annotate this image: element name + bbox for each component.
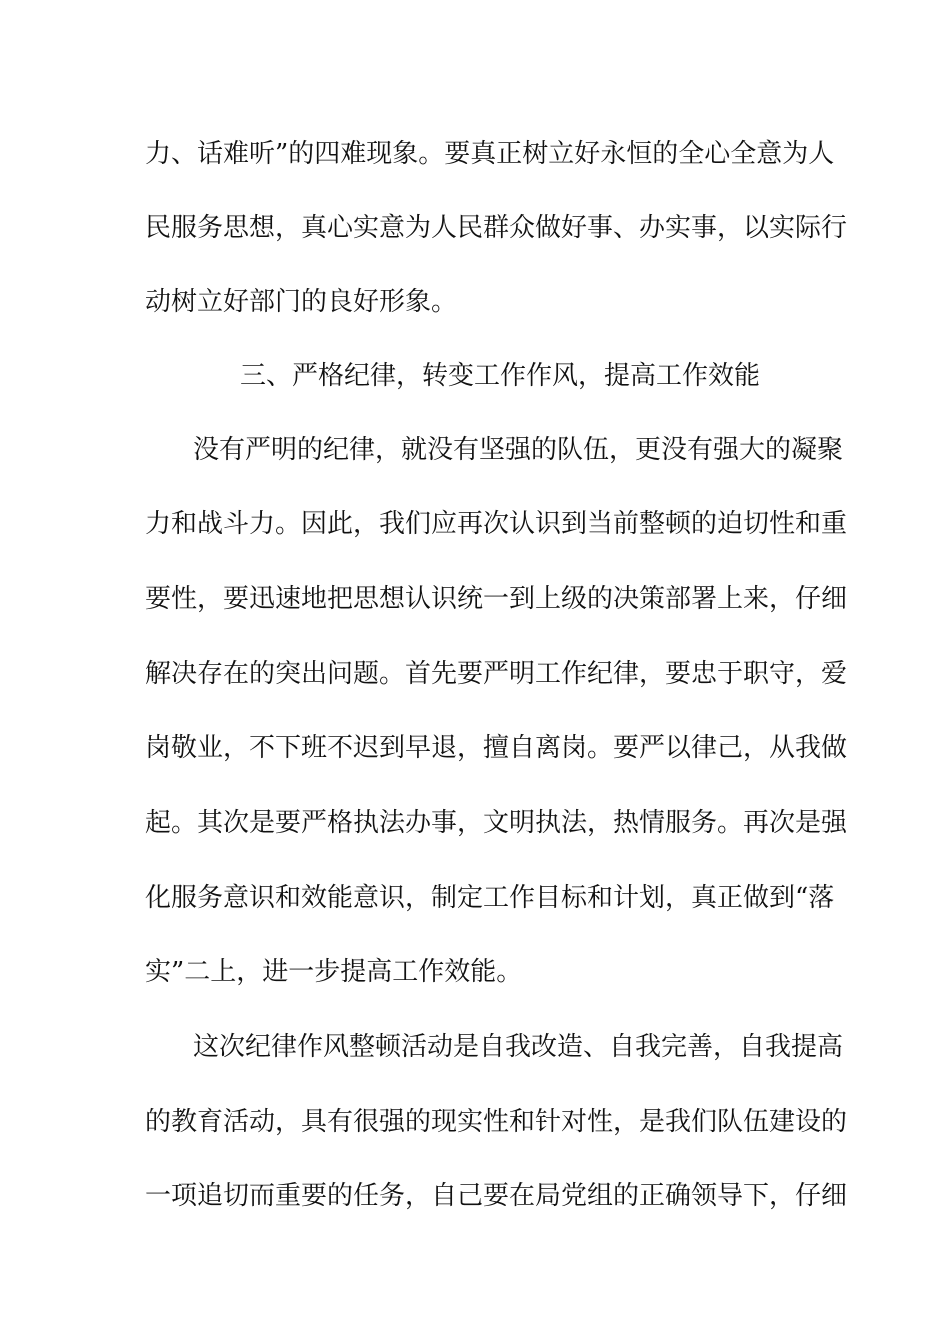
text-line: 力、话难听”的四难现象。要真正树立好永恒的全心全意为人 (145, 139, 835, 169)
text-line: 岗敬业，不下班不迟到早退，擅自离岗。要严以律己，从我做 (145, 733, 848, 763)
section-heading: 三、严格纪律，转变工作作风，提高工作效能 (240, 361, 761, 391)
text-line: 民服务思想，真心实意为人民群众做好事、办实事，以实际行 (145, 213, 848, 243)
paragraph-first-line: 没有严明的纪律，就没有坚强的队伍，更没有强大的凝聚 (193, 435, 844, 465)
paragraph-first-line: 这次纪律作风整顿活动是自我改造、自我完善，自我提高 (193, 1032, 844, 1062)
text-line: 的教育活动，具有很强的现实性和针对性，是我们队伍建设的 (145, 1107, 848, 1137)
text-line: 一项追切而重要的任务，自己要在局党组的正确领导下，仔细 (145, 1181, 848, 1211)
text-line: 起。其次是要严格执法办事，文明执法，热情服务。再次是强 (145, 808, 848, 838)
text-line: 要性，要迅速地把思想认识统一到上级的决策部署上来，仔细 (145, 584, 848, 614)
text-line: 实”二上，进一步提高工作效能。 (145, 957, 523, 987)
text-line: 化服务意识和效能意识，制定工作目标和计划，真正做到“落 (145, 883, 835, 913)
text-line: 解决存在的突出问题。首先要严明工作纪律，要忠于职守，爱 (145, 659, 848, 689)
text-line: 力和战斗力。因此，我们应再次认识到当前整顿的迫切性和重 (145, 509, 848, 539)
text-line: 动树立好部门的良好形象。 (145, 287, 458, 317)
